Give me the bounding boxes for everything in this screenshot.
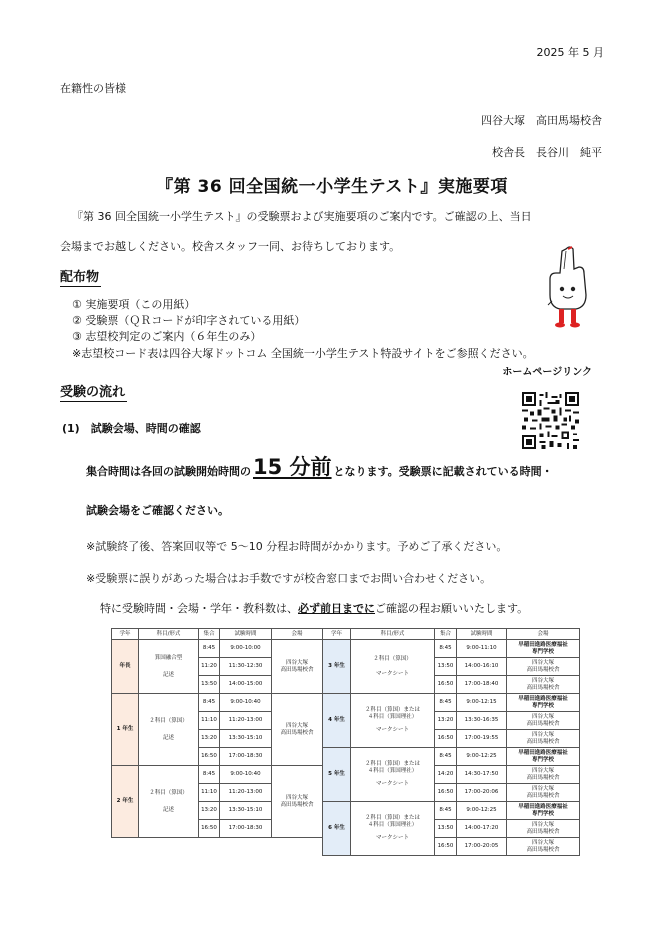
- venue-cell: [507, 766, 580, 784]
- gathering-time-line: [86, 455, 553, 479]
- subject-cell: [139, 694, 199, 766]
- venue-text: 早稲田進路医療福祉: [518, 695, 568, 702]
- exam-time: 14:00-17:20: [457, 820, 507, 838]
- distribution-item: ② 受験票（ＱＲコードが印字されている用紙）: [72, 314, 306, 327]
- gathering-time-line-2: 試験会場をご確認ください。: [86, 504, 229, 517]
- exam-time: 9:00-12:25: [457, 748, 507, 766]
- schedule-table: [111, 628, 580, 856]
- gather-time: 11:10: [199, 712, 220, 730]
- venue-cell: [507, 712, 580, 730]
- table-header: 学年: [323, 629, 351, 640]
- organization: 四谷大塚 高田馬場校舎: [481, 114, 602, 127]
- exam-time: 17:00-19:55: [457, 730, 507, 748]
- subject-text: ４科目（算国理社）: [367, 714, 418, 720]
- venue-cell: [507, 694, 580, 712]
- venue-text: 早稲田進路医療福祉: [518, 749, 568, 756]
- subject-text: ４科目（算国理社）: [367, 768, 418, 774]
- venue-text: 高田馬場校舎: [526, 684, 560, 691]
- table-row: [112, 694, 580, 712]
- subject-cell: [351, 640, 435, 694]
- subject-cell: [351, 802, 435, 856]
- note-answer-collection: ※試験終了後、答案回収等で 5～10 分程お時間がかかります。予めご了承ください。: [86, 540, 508, 553]
- exam-time: 9:00-12:15: [457, 694, 507, 712]
- venue-cell: [272, 766, 323, 838]
- gather-time: 8:45: [435, 802, 457, 820]
- venue-cell: [507, 676, 580, 694]
- venue-time-subheading: (1) 試験会場、時間の確認: [62, 422, 201, 435]
- subject-format: マークシート: [375, 727, 409, 733]
- principal-name: 校舎長 長谷川 純平: [492, 146, 602, 159]
- exam-time: 9:00-10:00: [220, 640, 272, 658]
- venue-text: 専門学校: [531, 756, 554, 763]
- flow-heading: 受験の流れ: [60, 385, 126, 400]
- subject-format: 記述: [162, 806, 174, 813]
- table-header: 会場: [272, 629, 323, 640]
- gather-time: 16:50: [435, 730, 457, 748]
- addressee: 在籍性の皆様: [60, 82, 126, 95]
- table-header: 試験時間: [220, 629, 272, 640]
- grade-cell: 4 年生: [323, 694, 351, 748]
- gather-time: 11:20: [199, 658, 220, 676]
- venue-cell: [272, 694, 323, 766]
- venue-text: 四谷大塚: [531, 713, 554, 720]
- table-header: 会場: [507, 629, 580, 640]
- exam-time: 9:00-12:25: [457, 802, 507, 820]
- gather-time: 16:50: [435, 838, 457, 856]
- gather-time: 16:50: [199, 820, 220, 838]
- note-confirm-deadline: 必ず前日までに: [298, 602, 375, 615]
- venue-text: 四谷大塚: [531, 677, 554, 684]
- gathering-text-post: となります。受験票に記載されている時間・: [333, 465, 553, 478]
- subject-format: マークシート: [375, 781, 409, 787]
- venue-cell: [507, 838, 580, 856]
- exam-time: 13:30-15:10: [220, 802, 272, 820]
- venue-text: 高田馬場校舎: [526, 846, 560, 853]
- subject-cell: [139, 640, 199, 694]
- table-header: 科目/形式: [139, 629, 199, 640]
- gather-time: 8:45: [435, 748, 457, 766]
- gather-time: 13:20: [199, 730, 220, 748]
- exam-time: 14:30-17:50: [457, 766, 507, 784]
- distribution-item: ③ 志望校判定のご案内（６年生のみ）: [72, 330, 262, 343]
- gather-time: 14:20: [435, 766, 457, 784]
- document-date: 2025 年 5 月: [536, 46, 604, 59]
- note-confirm-post: ご確認の程お願いいたします。: [375, 602, 529, 615]
- gather-time: 13:50: [435, 658, 457, 676]
- gather-time: 8:45: [435, 694, 457, 712]
- exam-time: 13:30-16:35: [457, 712, 507, 730]
- exam-time: 11:30-12:30: [220, 658, 272, 676]
- venue-text: 四谷大塚: [285, 794, 308, 801]
- table-row: [112, 640, 580, 658]
- exam-time: 17:00-18:40: [457, 676, 507, 694]
- exam-time: 9:00-11:10: [457, 640, 507, 658]
- venue-text: 高田馬場校舎: [526, 720, 560, 727]
- gather-time: 16:50: [199, 748, 220, 766]
- venue-text: 四谷大塚: [531, 731, 554, 738]
- venue-text: 高田馬場校舎: [280, 729, 314, 736]
- subject-text: 算国融合型: [154, 654, 183, 661]
- venue-text: 高田馬場校舎: [526, 792, 560, 799]
- venue-text: 四谷大塚: [285, 722, 308, 729]
- gather-time: 13:20: [199, 802, 220, 820]
- grade-cell: 2 年生: [112, 766, 139, 838]
- subject-text: ２科目（算国）: [149, 717, 188, 724]
- note-confirm: [100, 600, 528, 616]
- gathering-minutes: 15 分前: [253, 455, 332, 479]
- exam-time: 13:30-15:10: [220, 730, 272, 748]
- table-spacer: [112, 838, 323, 856]
- table-header: 科目/形式: [351, 629, 435, 640]
- venue-text: 高田馬場校舎: [526, 666, 560, 673]
- venue-text: 高田馬場校舎: [526, 738, 560, 745]
- distribution-item: ① 実施要項（この用紙）: [72, 298, 196, 311]
- exam-time: 17:00-20:05: [457, 838, 507, 856]
- venue-text: 高田馬場校舎: [526, 828, 560, 835]
- venue-text: 四谷大塚: [531, 785, 554, 792]
- gathering-text-pre: 集合時間は各回の試験開始時間の: [86, 465, 251, 478]
- page-title: 『第 36 回全国統一小学生テスト』実施要項: [156, 177, 508, 197]
- subject-format: 記述: [162, 734, 174, 741]
- exam-time: 11:20-13:00: [220, 712, 272, 730]
- venue-text: 高田馬場校舎: [526, 774, 560, 781]
- distribution-heading: 配布物: [60, 270, 100, 285]
- subject-text: ２科目（算国）: [149, 789, 188, 796]
- grade-cell: 年長: [112, 640, 139, 694]
- exam-time: 17:00-20:06: [457, 784, 507, 802]
- venue-text: 四谷大塚: [531, 767, 554, 774]
- table-header: 集合: [435, 629, 457, 640]
- finger-mascot-icon: [546, 243, 590, 333]
- venue-cell: [507, 784, 580, 802]
- table-header: 集合: [199, 629, 220, 640]
- venue-text: 早稲田進路医療福祉: [518, 641, 568, 648]
- venue-text: 四谷大塚: [285, 659, 308, 666]
- gather-time: 13:50: [199, 676, 220, 694]
- venue-text: 高田馬場校舎: [280, 801, 314, 808]
- venue-cell: [507, 730, 580, 748]
- homepage-link[interactable]: ホームページリンク: [502, 367, 592, 378]
- subject-text: ２科目（算国）または: [364, 815, 420, 821]
- gather-time: 16:50: [435, 676, 457, 694]
- exam-time: 11:20-13:00: [220, 784, 272, 802]
- venue-cell: [507, 658, 580, 676]
- grade-cell: 5 年生: [323, 748, 351, 802]
- exam-time: 9:00-10:40: [220, 694, 272, 712]
- subject-text: ２科目（算国）: [373, 655, 412, 662]
- table-header: 試験時間: [457, 629, 507, 640]
- note-confirm-pre: 特に受験時間・会場・学年・教科数は、: [100, 602, 298, 615]
- table-header-row: [112, 629, 580, 640]
- venue-text: 専門学校: [531, 810, 554, 817]
- venue-cell: [507, 820, 580, 838]
- venue-text: 四谷大塚: [531, 839, 554, 846]
- exam-time: 17:00-18:30: [220, 820, 272, 838]
- grade-cell: 1 年生: [112, 694, 139, 766]
- subject-text: ２科目（算国）または: [364, 761, 420, 767]
- subject-format: マークシート: [375, 835, 409, 841]
- intro-line-2: 会場までお越しください。校舎スタッフ一同、お待ちしております。: [60, 240, 401, 253]
- venue-cell: [507, 802, 580, 820]
- venue-text: 専門学校: [531, 648, 554, 655]
- grade-cell: 6 年生: [323, 802, 351, 856]
- venue-text: 四谷大塚: [531, 821, 554, 828]
- qr-code-icon[interactable]: [522, 392, 579, 449]
- distribution-note: ※志望校コード表は四谷大塚ドットコム 全国統一小学生テスト特設サイトをご参照ください。: [72, 347, 534, 360]
- subject-format: マークシート: [375, 670, 409, 677]
- venue-text: 早稲田進路医療福祉: [518, 803, 568, 810]
- venue-text: 四谷大塚: [531, 659, 554, 666]
- gather-time: 8:45: [199, 640, 220, 658]
- venue-cell: [507, 748, 580, 766]
- intro-line-1: 『第 36 回全国統一小学生テスト』の受験票および実施要項のご案内です。ご確認の上、当日: [72, 210, 532, 223]
- subject-text: ４科目（算国理社）: [367, 822, 418, 828]
- grade-cell: 3 年生: [323, 640, 351, 694]
- gather-time: 13:50: [435, 820, 457, 838]
- gather-time: 16:50: [435, 784, 457, 802]
- gather-time: 11:10: [199, 784, 220, 802]
- gather-time: 13:20: [435, 712, 457, 730]
- subject-text: ２科目（算国）または: [364, 707, 420, 713]
- venue-cell: [272, 640, 323, 694]
- exam-time: 17:00-18:30: [220, 748, 272, 766]
- note-ticket-error: ※受験票に誤りがあった場合はお手数ですが校舎窓口までお問い合わせください。: [86, 572, 492, 585]
- venue-text: 専門学校: [531, 702, 554, 709]
- gather-time: 8:45: [435, 640, 457, 658]
- gather-time: 8:45: [199, 766, 220, 784]
- subject-cell: [139, 766, 199, 838]
- exam-time: 9:00-10:40: [220, 766, 272, 784]
- gather-time: 8:45: [199, 694, 220, 712]
- exam-time: 14:00-15:00: [220, 676, 272, 694]
- venue-text: 高田馬場校舎: [280, 666, 314, 673]
- subject-cell: [351, 694, 435, 748]
- exam-time: 14:00-16:10: [457, 658, 507, 676]
- subject-cell: [351, 748, 435, 802]
- venue-cell: [507, 640, 580, 658]
- table-header: 学年: [112, 629, 139, 640]
- subject-format: 記述: [162, 671, 174, 678]
